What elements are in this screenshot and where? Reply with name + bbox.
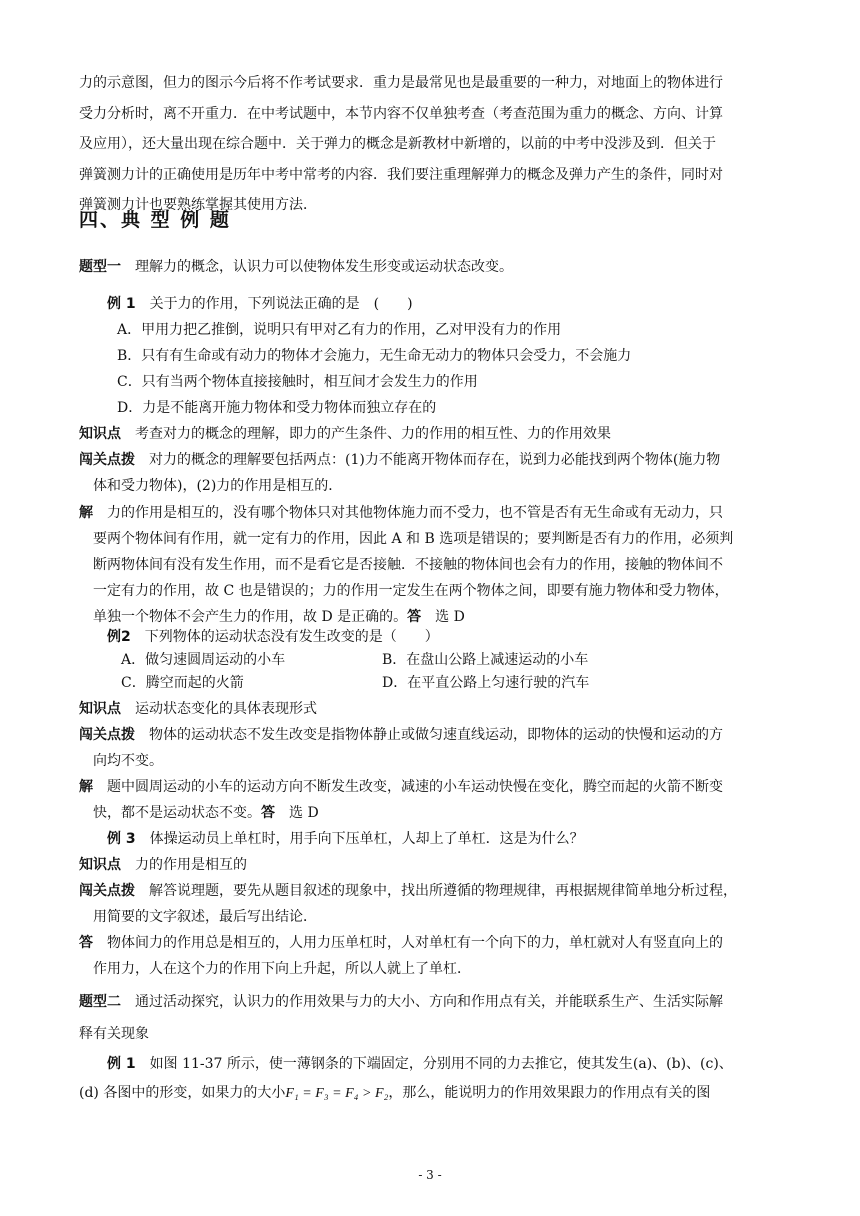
type2-example-1 — [107, 1054, 733, 1074]
answer-text: 选 D — [435, 609, 465, 625]
tip-label: 闯关点拨 — [79, 727, 135, 743]
kp-text: 力的作用是相互的 — [135, 857, 247, 873]
solution-line: 要两个物体间有作用，就一定有力的作用，因此 A 和 B 选项是错误的；要判断是否有力的作用，必须判 — [93, 531, 734, 547]
tip-text: 解答说理题，要先从题目叙述的现象中，找出所遵循的物理规律，再根据规律简单地分析过程， — [149, 883, 737, 899]
tip-text: 物体的运动状态不发生改变是指物体静止或做匀速直线运动，即物体的运动的快慢和运动的方 — [149, 727, 723, 743]
question-text: 体操运动员上单杠时，用手向下压单杠，人却上了单杠．这是为什么？ — [149, 831, 584, 847]
tip-line — [79, 450, 720, 470]
solution-line — [79, 503, 723, 523]
kp-text: 考查对力的概念的理解，即力的产生条件、力的作用的相互性、力的作用效果 — [135, 426, 611, 442]
solution-label: 解 — [79, 779, 93, 795]
option-item: D．力是不能离开施力物体和受力物体而独立存在的 — [117, 400, 437, 416]
option-item: A．甲用力把乙推倒，说明只有甲对乙有力的作用，乙对甲没有力的作用 — [117, 322, 562, 338]
type-text: 释有关现象 — [79, 1026, 149, 1042]
tip-line — [79, 881, 737, 901]
option-item: A．做匀速圆周运动的小车 — [121, 652, 286, 668]
type-text: 理解力的概念，认识力可以使物体发生形变或运动状态改变。 — [135, 259, 513, 275]
answer-line: 作用力，人在这个力的作用下向上升起，所以人就上了单杠． — [93, 961, 471, 977]
option-item: B．在盘山公路上减速运动的小车 — [382, 652, 589, 668]
question-text: ，那么，能说明力的作用效果跟力的作用点有关的图 — [388, 1085, 711, 1101]
question-text: (d) 各图中的形变，如果力的大小 — [79, 1085, 286, 1101]
question-text: 关于力的作用，下列说法正确的是 ( ) — [149, 296, 413, 312]
example-label: 例 1 — [107, 296, 136, 312]
kp-label: 知识点 — [79, 701, 121, 717]
question-type-2 — [79, 992, 723, 1012]
question-text: 如图 11-37 所示，使一薄钢条的下端固定，分别用不同的力去推它，使其发生(a)、(b)、(c)、 — [149, 1056, 733, 1072]
example-2-question — [107, 627, 439, 647]
solution-line: 一定有力的作用，故 C 也是错误的；力的作用一定发生在两个物体之间，即要有施力物体和受力物体， — [93, 583, 729, 599]
kp-label: 知识点 — [79, 857, 121, 873]
tip-text: 对力的概念的理解要包括两点：(1)力不能离开物体而存在，说到力必能找到两个物体(施力物 — [149, 452, 721, 468]
question-text: 下列物体的运动状态没有发生改变的是（ ） — [144, 629, 439, 645]
question-type-1 — [79, 257, 513, 277]
example-3-question — [107, 829, 584, 849]
solution-line: 断两物体间有没有发生作用，而不是看它是否接触．不接触的物体间也会有力的作用，接触的物体间不 — [93, 557, 723, 573]
type-label: 题型一 — [79, 259, 121, 275]
answer-label: 答 — [261, 805, 275, 821]
type-text: 通过活动探究，认识力的作用效果与力的大小、方向和作用点有关，并能联系生产、生活实际解 — [135, 994, 723, 1010]
tip-line — [79, 725, 723, 745]
tip-label: 闯关点拨 — [79, 452, 135, 468]
page-number: - 3 - — [418, 1168, 442, 1182]
solution-label: 解 — [79, 505, 93, 521]
knowledge-point — [79, 699, 317, 719]
type-label: 题型二 — [79, 994, 121, 1010]
force-formula: F₁ = F₃ = F₄ > F₂ — [285, 1086, 389, 1101]
solution-line — [93, 607, 465, 627]
knowledge-point — [79, 424, 611, 444]
solution-text: 力的作用是相互的，没有哪个物体只对其他物体施力而不受力，也不管是否有无生命或有无动力，只 — [107, 505, 723, 521]
solution-text: 快，都不是运动状态不变。 — [93, 805, 261, 821]
tip-label: 闯关点拨 — [79, 883, 135, 899]
answer-text: 选 D — [289, 805, 319, 821]
intro-line: 受力分析时，离不开重力．在中考试题中，本节内容不仅单独考查（考查范围为重力的概念、方向、计算 — [79, 106, 723, 122]
example-label: 例2 — [107, 629, 131, 645]
solution-text: 单独一个物体不会产生力的作用，故 D 是正确的。 — [93, 609, 408, 625]
answer-line — [79, 933, 723, 953]
kp-label: 知识点 — [79, 426, 121, 442]
answer-label: 答 — [79, 935, 93, 951]
intro-line: 弹簧测力计的正确使用是历年中考中常考的内容．我们要注重理解弹力的概念及弹力产生的条件，同时对 — [79, 167, 723, 183]
type2-example-1-line2 — [79, 1083, 710, 1104]
answer-text: 物体间力的作用总是相互的，人用力压单杠时，人对单杠有一个向下的力，单杠就对人有竖直向上的 — [107, 935, 723, 951]
example-label: 例 3 — [107, 831, 136, 847]
option-item: B．只有有生命或有动力的物体才会施力，无生命无动力的物体只会受力，不会施力 — [117, 348, 632, 364]
solution-text: 题中圆周运动的小车的运动方向不断发生改变，减速的小车运动快慢在变化，腾空而起的火箭不断变 — [107, 779, 723, 795]
tip-line: 向均不变。 — [93, 753, 163, 769]
option-item: C．只有当两个物体直接接触时，相互间才会发生力的作用 — [117, 374, 478, 390]
section-title: 四、典 型 例 题 — [79, 209, 231, 231]
intro-line: 力的示意图，但力的图示今后将不作考试要求．重力是最常见也是最重要的一种力，对地面上的物体进行 — [79, 75, 723, 91]
solution-line — [93, 803, 319, 823]
example-label: 例 1 — [107, 1056, 136, 1072]
tip-line: 用简要的文字叙述，最后写出结论． — [93, 909, 317, 925]
intro-line: 弹簧测力计也要熟练掌握其使用方法． — [79, 197, 317, 213]
kp-text: 运动状态变化的具体表现形式 — [135, 701, 317, 717]
tip-line: 体和受力物体)，(2)力的作用是相互的． — [93, 478, 343, 494]
solution-line — [79, 777, 723, 797]
example-1-question — [107, 294, 413, 314]
option-item: C．腾空而起的火箭 — [121, 675, 244, 691]
answer-label: 答 — [407, 609, 422, 625]
knowledge-point — [79, 855, 247, 875]
option-item: D．在平直公路上匀速行驶的汽车 — [382, 675, 590, 691]
intro-line: 及应用），还大量出现在综合题中．关于弹力的概念是新教材中新增的，以前的中考中没涉及到．但关于 — [79, 136, 716, 152]
